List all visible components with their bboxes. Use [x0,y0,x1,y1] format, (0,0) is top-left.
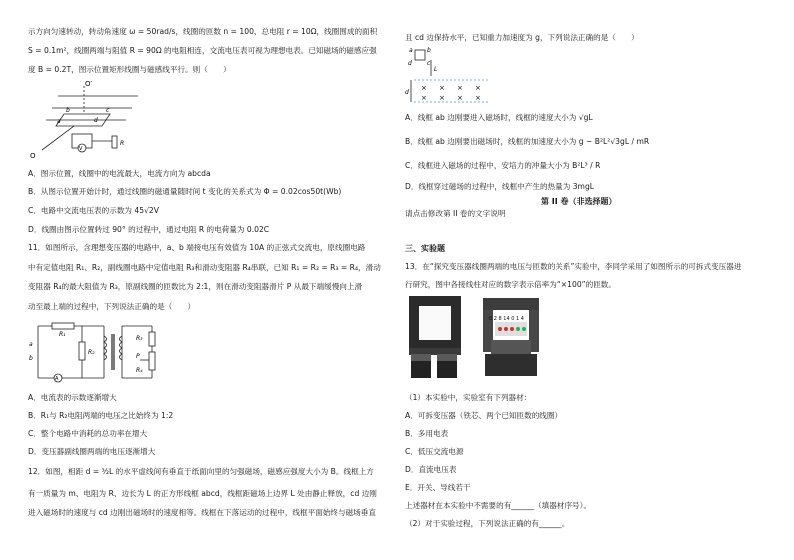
q10-intro-line: 度 B = 0.2T，图示位置矩形线圈与磁感线平行。则（ ） [28,65,231,74]
q13-item: A．可拆变压器（铁芯、两个已知匝数的线圈） [405,411,563,420]
coil-figure [28,78,148,163]
label-distance-d: d [405,89,409,96]
square-frame [415,50,425,60]
q13-item: D．直流电压表 [405,465,457,474]
label-c: c [106,107,110,114]
q12-stem-line: 有一质量为 m、电阻为 R、边长为 L 的正方形线框 abcd，线框距磁场上边界 L 处由静止释放，cd 边刚 [28,489,377,498]
label-r: R [120,140,125,147]
label-r2: R₂ [88,349,95,356]
section3-title: 三、实验题 [405,244,445,253]
label-o-prime: O′ [85,80,93,88]
frame-field-figure [405,44,495,106]
q11-option: A．电流表的示数逐渐增大 [28,393,117,402]
q10-intro-line: 示方向匀速转动，转动角速度 ω = 50rad/s，线圈的匝数 n = 100、总电阻 r = 10Ω，线圈围成的面积 [28,27,378,36]
field-cross: × [439,94,445,102]
field-cross: × [421,84,427,92]
transformer-photo [405,292,545,388]
q12-option: A．线框 ab 边刚要进入磁场时，线框的速度大小为 √gL [405,113,593,122]
q10-option: B．从图示位置开始计时，通过线圈的磁通量随时间 t 变化的关系式为 Φ = 0.02cos50t(Wb) [28,187,342,196]
field-cross: × [439,84,445,92]
q13-sub1: （1）本实验中，实验室有下列器材： [405,393,532,402]
label-o: O [30,152,36,160]
resistor-r4 [149,352,155,370]
q12-option: C．线框进入磁场的过程中，安培力的冲量大小为 B²L³ / R [405,161,601,170]
q10-option: D．线圈由图示位置转过 90° 的过程中，通过电阻 R 的电荷量为 0.02C [28,225,270,234]
q10-option: C．电路中交流电压表的示数为 45√2V [28,206,159,215]
q12-stem-line: 12．如图，相距 d = ³⁄₂L 的水平虚线间有垂直于纸面向里的匀强磁场，磁感应强度大小为 B。线框上方 [28,467,374,476]
q11-option: B．R₁与 R₂电阻两端的电压之比始终为 1:2 [28,411,174,420]
q13-stem-line: 行研究，图中各接线柱对应的数字表示倍率为“×100”的匝数。 [405,280,616,289]
resistor-r3 [149,332,155,346]
resistor-r2 [79,342,85,360]
rotation-axis [42,126,74,150]
resistor-r [112,136,117,148]
label-a: a [57,118,61,125]
part2-title: 第 II 卷（非选择题） [541,197,617,206]
label-c: c [427,60,431,67]
q11-option: C．整个电路中消耗的总功率在增大 [28,429,148,438]
field-cross: × [457,84,463,92]
transformer-figure [28,320,158,388]
q11-stem-line: 变阻器 R₄的最大阻值为 R₃，原副线圈的匝数比为 2:1，则在滑动变阻器滑片 P 从最下端缓慢向上滑 [28,282,363,291]
q13-item: C．低压交流电源 [405,447,464,456]
q12-stem-cont: 且 cd 边保持水平，已知重力加速度为 g，下列说法正确的是（ ） [405,33,639,42]
q13-item: B．多用电表 [405,429,449,438]
label-b: b [66,107,70,114]
field-cross: × [475,94,481,102]
label-d: d [94,117,98,124]
coil-block [437,360,457,378]
label-b: b [427,47,431,54]
field-cross: × [457,94,463,102]
label-a: a [29,341,33,348]
label-p: P [136,353,140,360]
q13-blank: 上述器材在本实验中不需要的有______（填器材序号）。 [405,501,592,510]
q10-option: A．图示位置，线圈中的电流最大，电流方向为 abcda [28,169,211,178]
q11-option: D．变压器副线圈两端的电压逐渐增大 [28,447,156,456]
field-cross: × [421,94,427,102]
label-a: a [409,47,413,54]
label-r1: R₁ [59,331,66,338]
q12-option: D．线框穿过磁场的过程中，线框中产生的热量为 3mgL [405,182,595,191]
q12-option: B．线框 ab 边刚要出磁场时，线框的加速度大小为 g − B²L²√3gL / mR [405,137,650,146]
q13-sub2: （2）对于实验过程，下列说法正确的有______。 [405,519,570,528]
q11-stem-line: 动至最上端的过程中，下列说法正确的是（ ） [28,302,196,311]
label-v: V [79,146,83,152]
q11-stem-line: 中有定值电阻 R₁、R₂，副线圈电路中定值电阻 R₃和滑动变阻器 R₄串联，已知 R₁ = R₂ = R₃ = R₄，滑动 [28,263,381,272]
label-r4: R₄ [136,367,143,374]
q10-intro-line: S = 0.1m²，线圈两端与阻值 R = 90Ω 的电阻相连，交流电压表可视为理想电表。已知磁场的磁感应强 [28,46,377,55]
q12-stem-line: 进入磁场时的速度与 cd 边刚出磁场时的速度相等。线框在下落运动的过程中，线框平面始终与磁场垂直 [28,508,376,517]
terminal-numbers: 0 2 8 14 0 1 4 [489,316,524,322]
part2-note: 请点击修改第 II 卷的文字说明 [405,209,506,218]
q13-item: E．开关、导线若干 [405,483,471,492]
q11-stem-line: 11．如图所示，含理想变压器的电路中，a、b 端接电压有效值为 10A 的正弦式交流电，原线圈电路 [28,243,366,252]
base [485,354,537,376]
label-r3: R₃ [136,335,143,342]
field-cross: × [475,84,481,92]
label-b: b [29,355,33,362]
q13-stem-line: 13．在“探究变压器线圈两端的电压与匝数的关系”实验中，李同学采用了如图所示的可拆式变压器进 [405,262,742,271]
coil-block [411,360,431,378]
label-ammeter: A [55,376,59,382]
label-d: d [408,60,412,67]
label-L: L [434,66,438,73]
resistor-r1 [52,323,74,329]
yoke [483,298,539,310]
